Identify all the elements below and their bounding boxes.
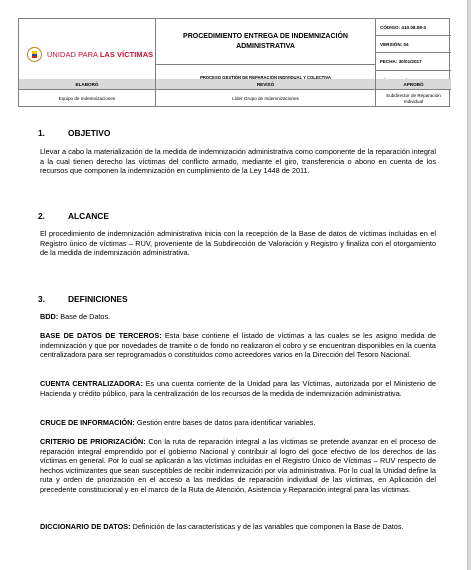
definition-cuenta-centralizadora: CUENTA CENTRALIZADORA: Es una cuenta corriente de la Unidad para las Víctimas, autorizada por el Ministerio de Hacienda y crédito público, para la centralización de los recursos de la medida de indemnización administrativa. xyxy=(40,379,436,398)
approval-table xyxy=(18,79,450,107)
approval-value-reviso: Líder Grupo de Indemnizaciones xyxy=(156,90,376,107)
definition-base-datos-terceros: BASE DE DATOS DE TERCEROS: Esta base contiene el listado de víctimas a las cuales se les asigno medida de indemnización y que por novedades de tramite o de fondo no realizaron el cobro y se encuentran disponibles en la cuenta centralizadora para ser reprogramados o constituidos como acreedores varios en la Dirección del Tesoro Nacional. xyxy=(40,331,436,360)
objetivo-paragraph: Llevar a cabo la materialización de la medida de indemnización administrativa como componente de la reparación integral a la cual tienen derecho las víctimas del conflicto armado, mediante el giro, transferencia o abono en cuenta de los recursos que componen la indemnización en cumplimiento de la Ley 1448 de 2011. xyxy=(40,147,436,176)
doc-code: CÓDIGO: 410.08.08-3 xyxy=(376,19,451,36)
definition-cruce-informacion: CRUCE DE INFORMACIÓN: Gestión entre bases de datos para identificar variables. xyxy=(40,418,316,427)
definition-diccionario-datos: DICCIONARIO DE DATOS: Definición de las características y de las variables que componen la Base de Datos. xyxy=(40,522,404,531)
approval-header-elaboro: ELABORÓ xyxy=(19,79,156,90)
section-heading-objetivo: 1. OBJETIVO xyxy=(38,128,111,138)
definition-criterio-priorizacion: CRITERIO DE PRIORIZACIÓN: Con la ruta de reparación integral a las víctimas se pretende avanzar en el proceso de reparación integral emprendido por el gobierno Nacional y contribuir al logro del goce efectivo de los derechos de las víctimas en general. Por lo cual se aplicarán a las víctimas incluidas en el Registro Único de Víctimas – RUV respecto de hechos victimizantes que sean susceptibles de recibir indemnización por vía administrativa. Por lo cual la Unidad define la ruta y orden de priorización en el acceso a las medidas de reparación individual de las víctimas, en Aplicación del precedente constitucional y en el marco de la Ruta de Atención, Asistencia y Reparación integral para las víctimas. xyxy=(40,437,437,494)
section-heading-definiciones: 3. DEFINICIONES xyxy=(38,294,128,304)
document-title: PROCEDIMIENTO ENTREGA DE INDEMNIZACIÓN ADMINISTRATIVA xyxy=(156,19,376,65)
approval-header-aprobo: APROBÓ xyxy=(403,81,424,87)
alcance-paragraph: El procedimiento de indemnización administrativa inicia con la recepción de la Base de datos de víctimas incluidas en el Registro único de víctimas – RUV, proveniente de la Subdirección de Valoración y Registro y finaliza con el otorgamiento de la medida de indemnización administrativa. xyxy=(40,229,436,258)
approval-value-elaboro: Equipo de Indemnizaciones xyxy=(19,90,156,107)
colombia-seal-icon xyxy=(27,47,42,62)
section-heading-alcance: 2. ALCANCE xyxy=(38,211,109,221)
doc-date: FECHA: 30/01/2017 xyxy=(376,53,451,71)
approval-header-row xyxy=(19,79,451,90)
doc-version: VERSIÓN: 04 xyxy=(376,36,451,53)
unidad-victimas-logo: UNIDAD PARA LAS VÍCTIMAS xyxy=(47,49,154,59)
definition-bdd: BDD: Base de Datos. xyxy=(40,312,111,321)
approval-header-reviso: REVISÓ xyxy=(156,79,376,90)
process-name: PROCESO GESTIÓN DE REPARACIÓN INDIVIDUAL Y COLECTIVA xyxy=(156,65,376,89)
approval-value-aprobo: Subdirector de Reparación Individual xyxy=(386,93,441,104)
header-table xyxy=(18,18,450,88)
